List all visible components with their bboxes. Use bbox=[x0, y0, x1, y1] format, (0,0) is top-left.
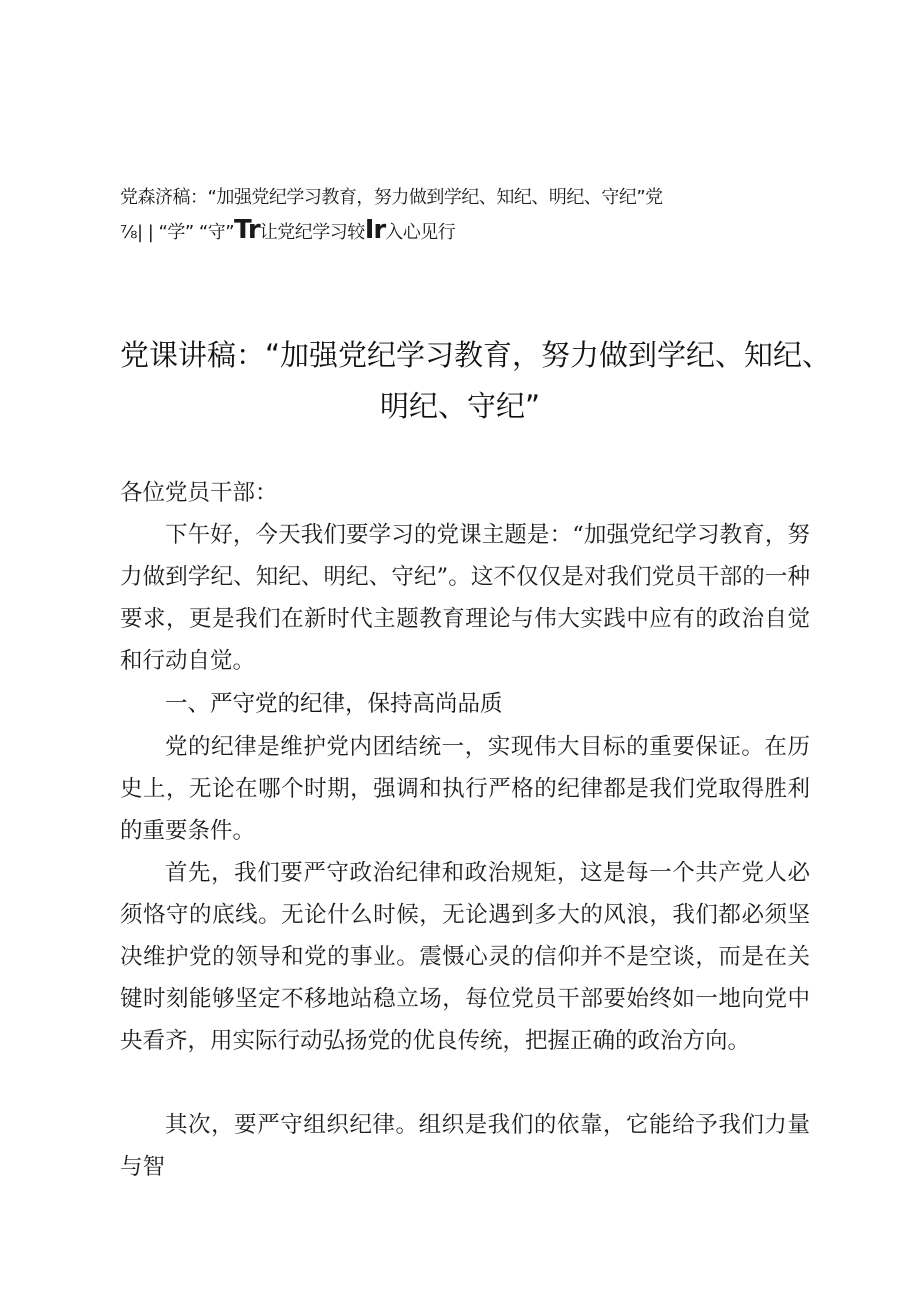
document-title bbox=[120, 330, 832, 432]
header-line-2-big-1: Tr bbox=[234, 215, 260, 245]
header-line-2-part-3: 入心见行 bbox=[385, 222, 456, 243]
salutation: 各位党员干部： bbox=[120, 480, 278, 506]
ocr-header bbox=[120, 182, 760, 249]
paragraph-organizational-discipline: 其次，要严守组织纪律。组织是我们的依靠，它能给予我们力量与智 bbox=[120, 1112, 810, 1180]
header-line-2-part-2: 让党纪学习较 bbox=[259, 222, 365, 243]
header-line-1: 党森济稿：“加强党纪学习教育，努力做到学纪、知纪、明纪、守纪”党 bbox=[120, 187, 663, 208]
paragraph-discipline: 党的纪律是维护党内团结统一，实现伟大目标的重要保证。在历史上，无论在哪个时期，强调和执行严格的纪律都是我们党取得胜利的重要条件。 bbox=[120, 734, 810, 844]
header-line-2-big-2: Ir bbox=[364, 215, 386, 245]
paragraph-intro: 下午好，今天我们要学习的党课主题是：“加强党纪学习教育，努力做到学纪、知纪、明纪、守纪”。这不仅仅是对我们党员干部的一种要求，更是我们在新时代主题教育理论与伟大实践中应有的政治自觉和行动自觉。 bbox=[120, 522, 810, 674]
title-line-2: 明纪、守纪” bbox=[379, 389, 541, 423]
section-heading-1: 一、严守党的纪律，保持高尚品质 bbox=[165, 691, 503, 717]
document-body bbox=[120, 472, 810, 1188]
header-line-2 bbox=[120, 214, 760, 249]
header-line-2-part-1: ⅞| | “学” “守” bbox=[120, 222, 235, 243]
title-line-1: 党课讲稿：“加强党纪学习教育，努力做到学纪、知纪、 bbox=[120, 338, 832, 372]
paragraph-political-discipline: 首先，我们要严守政治纪律和政治规矩，这是每一个共产党人必须恪守的底线。无论什么时候，无论遇到多大的风浪，我们都必须坚决维护党的领导和党的事业。震慑心灵的信仰并不是空谈，而是在关键时刻能够坚定不移地站稳立场，每位党员干部要始终如一地向党中央看齐，用实际行动弘扬党的优良传统，把握正确的政治方向。 bbox=[120, 860, 810, 1054]
